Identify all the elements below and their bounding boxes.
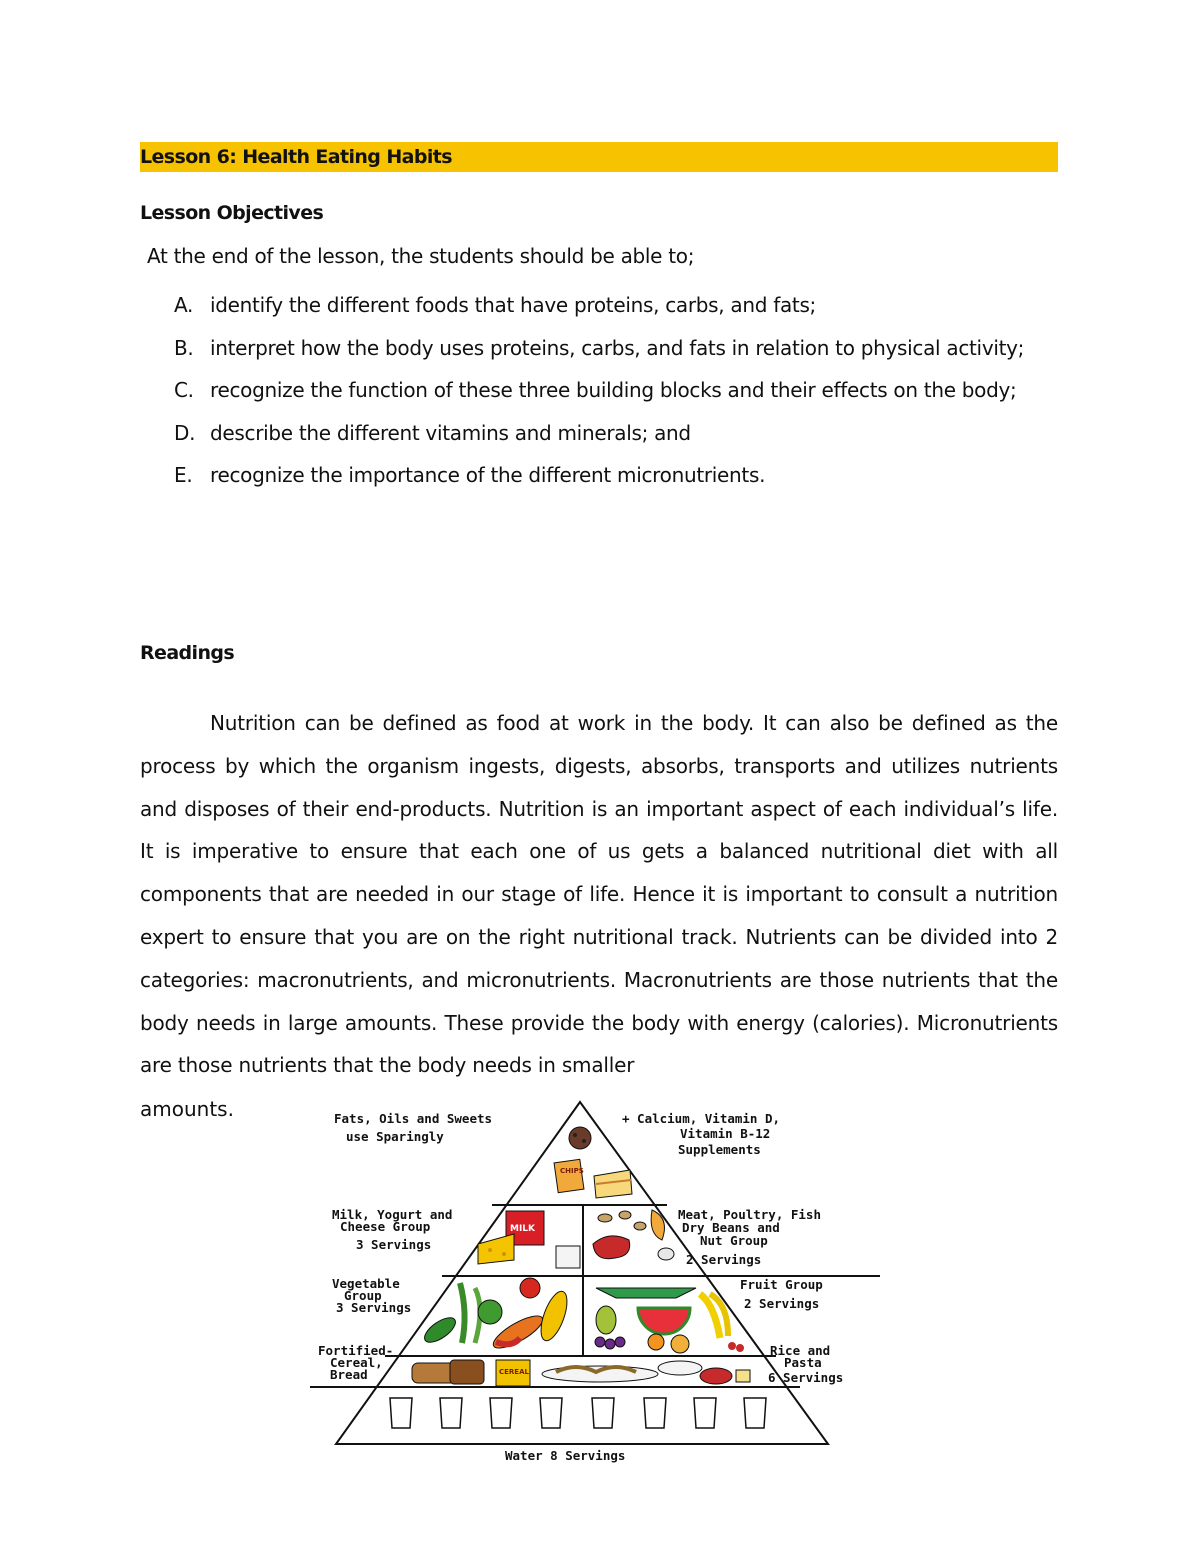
water-glass-icon (540, 1398, 562, 1428)
vegetable-label-line: Group (344, 1288, 382, 1303)
water-label: Water 8 Servings (505, 1448, 626, 1463)
rice-label-line: Pasta (784, 1355, 822, 1370)
objective-marker: D. (174, 420, 196, 445)
cereal-label-line: Cereal, (330, 1355, 383, 1370)
vegetable-label-line: 3 Servings (336, 1300, 412, 1315)
objective-marker: E. (174, 463, 193, 487)
objective-item (140, 327, 1058, 370)
objective-item (140, 412, 1058, 455)
grains-illustration (412, 1360, 750, 1386)
lesson-title: Lesson 6: Health Eating Habits (140, 142, 1058, 172)
objective-item (140, 284, 1058, 327)
readings-paragraph: Nutrition can be defined as food at work in the body. It can also be defined as the process by which the organism ingests, digests, absorbs, transports and utilizes nutrients and disposes of their end-products. Nutrition is an important aspect of each individual’s life. It is imperative to ensure that each one of us gets a balanced nutritional diet with all components that are needed in our stage of life. Hence it is important to consult a nutrition expert to ensure that you are on the right nutritional track. Nutrients can be divided into 2 categories: macronutrients, and micronutrients. Macronutrients are those nutrients that the body needs in large amounts. These provide the body with energy (calories). Micronutrients are those nutrients that the body needs in smaller (140, 711, 1058, 1078)
vegetable-label-line: Vegetable (332, 1276, 400, 1291)
food-pyramid-figure (300, 1098, 890, 1468)
water-glass-icon (644, 1398, 666, 1428)
objective-text: recognize the function of these three building blocks and their effects on the body; (210, 378, 1017, 402)
meat-label-line: Meat, Poultry, Fish (678, 1207, 821, 1222)
fats-label-line: Fats, Oils and Sweets (334, 1111, 493, 1126)
pyramid-outline (310, 1102, 880, 1444)
cereal-label-line: Bread (330, 1367, 368, 1382)
objective-text: identify the different foods that have proteins, carbs, and fats; (210, 293, 816, 317)
meat-illustration (593, 1210, 674, 1260)
objective-text: describe the different vitamins and minerals; and (210, 420, 691, 445)
rice-label-line: 6 Servings (768, 1370, 844, 1385)
meat-label-line: Dry Beans and (682, 1220, 780, 1235)
objective-marker: A. (174, 293, 194, 317)
water-glass-icon (694, 1398, 716, 1428)
fats-label-line: use Sparingly (346, 1129, 444, 1144)
milk-label-line: Cheese Group (340, 1219, 431, 1234)
objective-item (140, 454, 1058, 497)
water-glass-icon (490, 1398, 512, 1428)
meat-label-line: Nut Group (700, 1233, 768, 1248)
chips-label: CHIPS (560, 1167, 584, 1175)
supplements-label-line: Vitamin B-12 (680, 1126, 771, 1141)
milk-label-line: 3 Servings (356, 1237, 432, 1252)
objectives-heading: Lesson Objectives (140, 202, 324, 224)
milk-carton-label: MILK (510, 1224, 536, 1234)
readings-paragraph-end: amounts. (140, 1097, 234, 1121)
sweets-illustration (554, 1127, 632, 1198)
water-glass-icon (744, 1398, 766, 1428)
objective-item (140, 369, 1058, 412)
supplements-label-line: Supplements (678, 1142, 761, 1157)
cereal-label-line: Fortified- (318, 1343, 394, 1358)
objective-marker: C. (174, 378, 194, 402)
objective-text: recognize the importance of the different micronutrients. (210, 463, 766, 487)
fruit-label-line: Fruit Group (740, 1277, 823, 1292)
meat-label-line: 2 Servings (686, 1252, 762, 1267)
rice-label-line: Rice and (770, 1343, 831, 1358)
readings-heading: Readings (140, 642, 235, 664)
vegetable-illustration (421, 1278, 573, 1354)
water-glasses (390, 1398, 766, 1428)
cereal-box-label: CEREAL (499, 1368, 529, 1376)
fruit-label-line: 2 Servings (744, 1296, 820, 1311)
water-glass-icon (440, 1398, 462, 1428)
dairy-illustration (478, 1211, 580, 1268)
objective-text: interpret how the body uses proteins, carbs, and fats in relation to physical activity; (210, 335, 1025, 360)
water-glass-icon (390, 1398, 412, 1428)
objective-marker: B. (174, 335, 194, 360)
supplements-label-line: + Calcium, Vitamin D, (622, 1111, 781, 1126)
objectives-list (140, 284, 1058, 497)
objectives-intro: At the end of the lesson, the students should be able to; (147, 244, 695, 268)
water-glass-icon (592, 1398, 614, 1428)
milk-label-line: Milk, Yogurt and (332, 1207, 453, 1222)
